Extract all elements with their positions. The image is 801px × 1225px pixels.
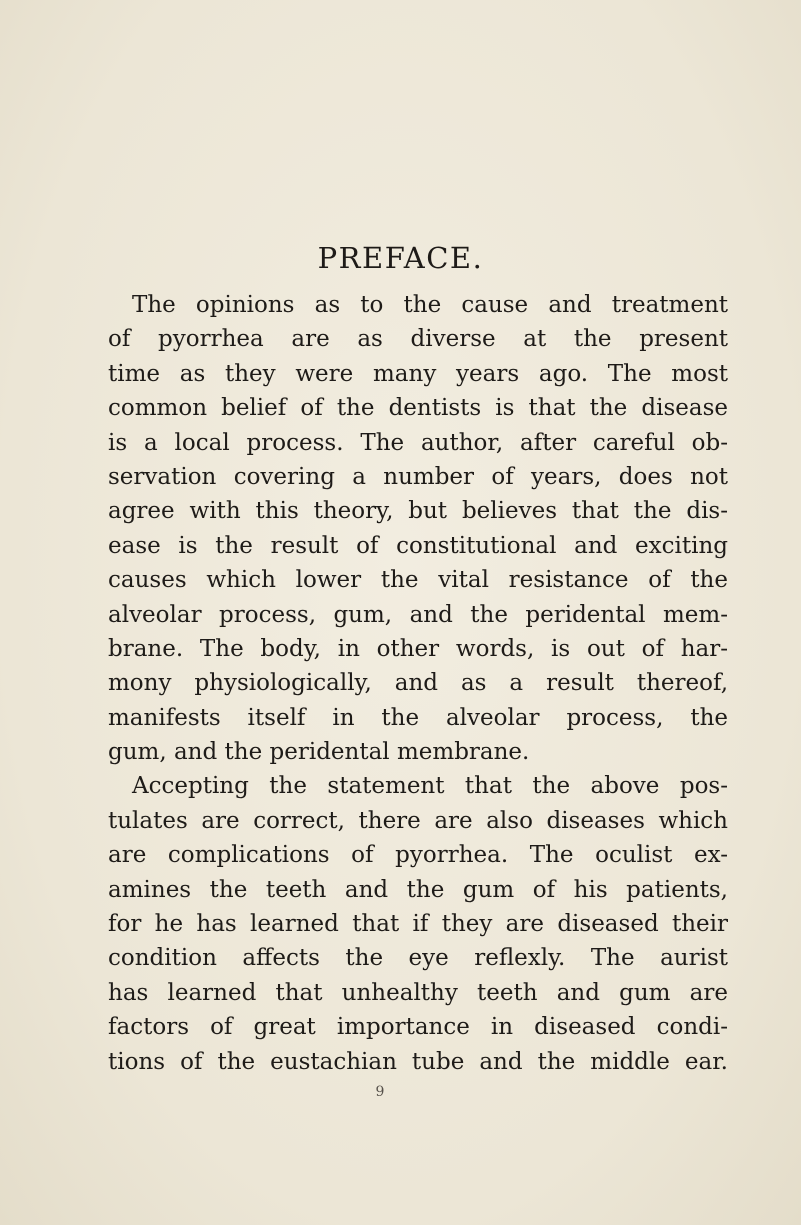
text-line: ease is the result of constitutional and exciting — [108, 532, 728, 559]
text-line: time as they were many years ago. The most — [108, 360, 728, 387]
text-line: gum, and the peridental membrane. — [108, 739, 530, 766]
text-line: manifests itself in the alveolar process, the — [108, 704, 728, 731]
page-number: 9 — [375, 1084, 385, 1100]
text-line: The opinions as to the cause and treatment — [132, 292, 728, 318]
text-line: alveolar process, gum, and the peridental mem- — [108, 601, 728, 628]
text-line: servation covering a number of years, does not — [108, 463, 728, 490]
text-line: has learned that unhealthy teeth and gum are — [108, 979, 728, 1006]
text-line: causes which lower the vital resistance of the — [108, 567, 728, 594]
text-line: condition affects the eye reflexly. The aurist — [108, 945, 728, 972]
text-line: agree with this theory, but believes that the dis- — [108, 498, 728, 525]
text-line: of pyorrhea are as diverse at the present — [108, 326, 728, 353]
text-line: Accepting the statement that the above pos- — [132, 773, 728, 800]
text-line: tions of the eustachian tube and the middle ear. — [108, 1048, 728, 1075]
text-line: is a local process. The author, after careful ob- — [108, 429, 728, 456]
text-line: amines the teeth and the gum of his patients, — [108, 876, 728, 903]
text-line: common belief of the dentists is that the disease — [108, 395, 728, 422]
text-line: are complications of pyorrhea. The oculist ex- — [108, 842, 728, 869]
page-title: PREFACE. — [317, 241, 484, 275]
text-line: brane. The body, in other words, is out of har- — [108, 635, 728, 662]
text-line: for he has learned that if they are diseased their — [108, 911, 728, 938]
text-line: factors of great importance in diseased condi- — [108, 1014, 728, 1041]
text-line: tulates are correct, there are also diseases which — [108, 807, 728, 834]
text-line: mony physiologically, and as a result thereof, — [108, 670, 728, 697]
preface-body — [108, 288, 728, 1079]
